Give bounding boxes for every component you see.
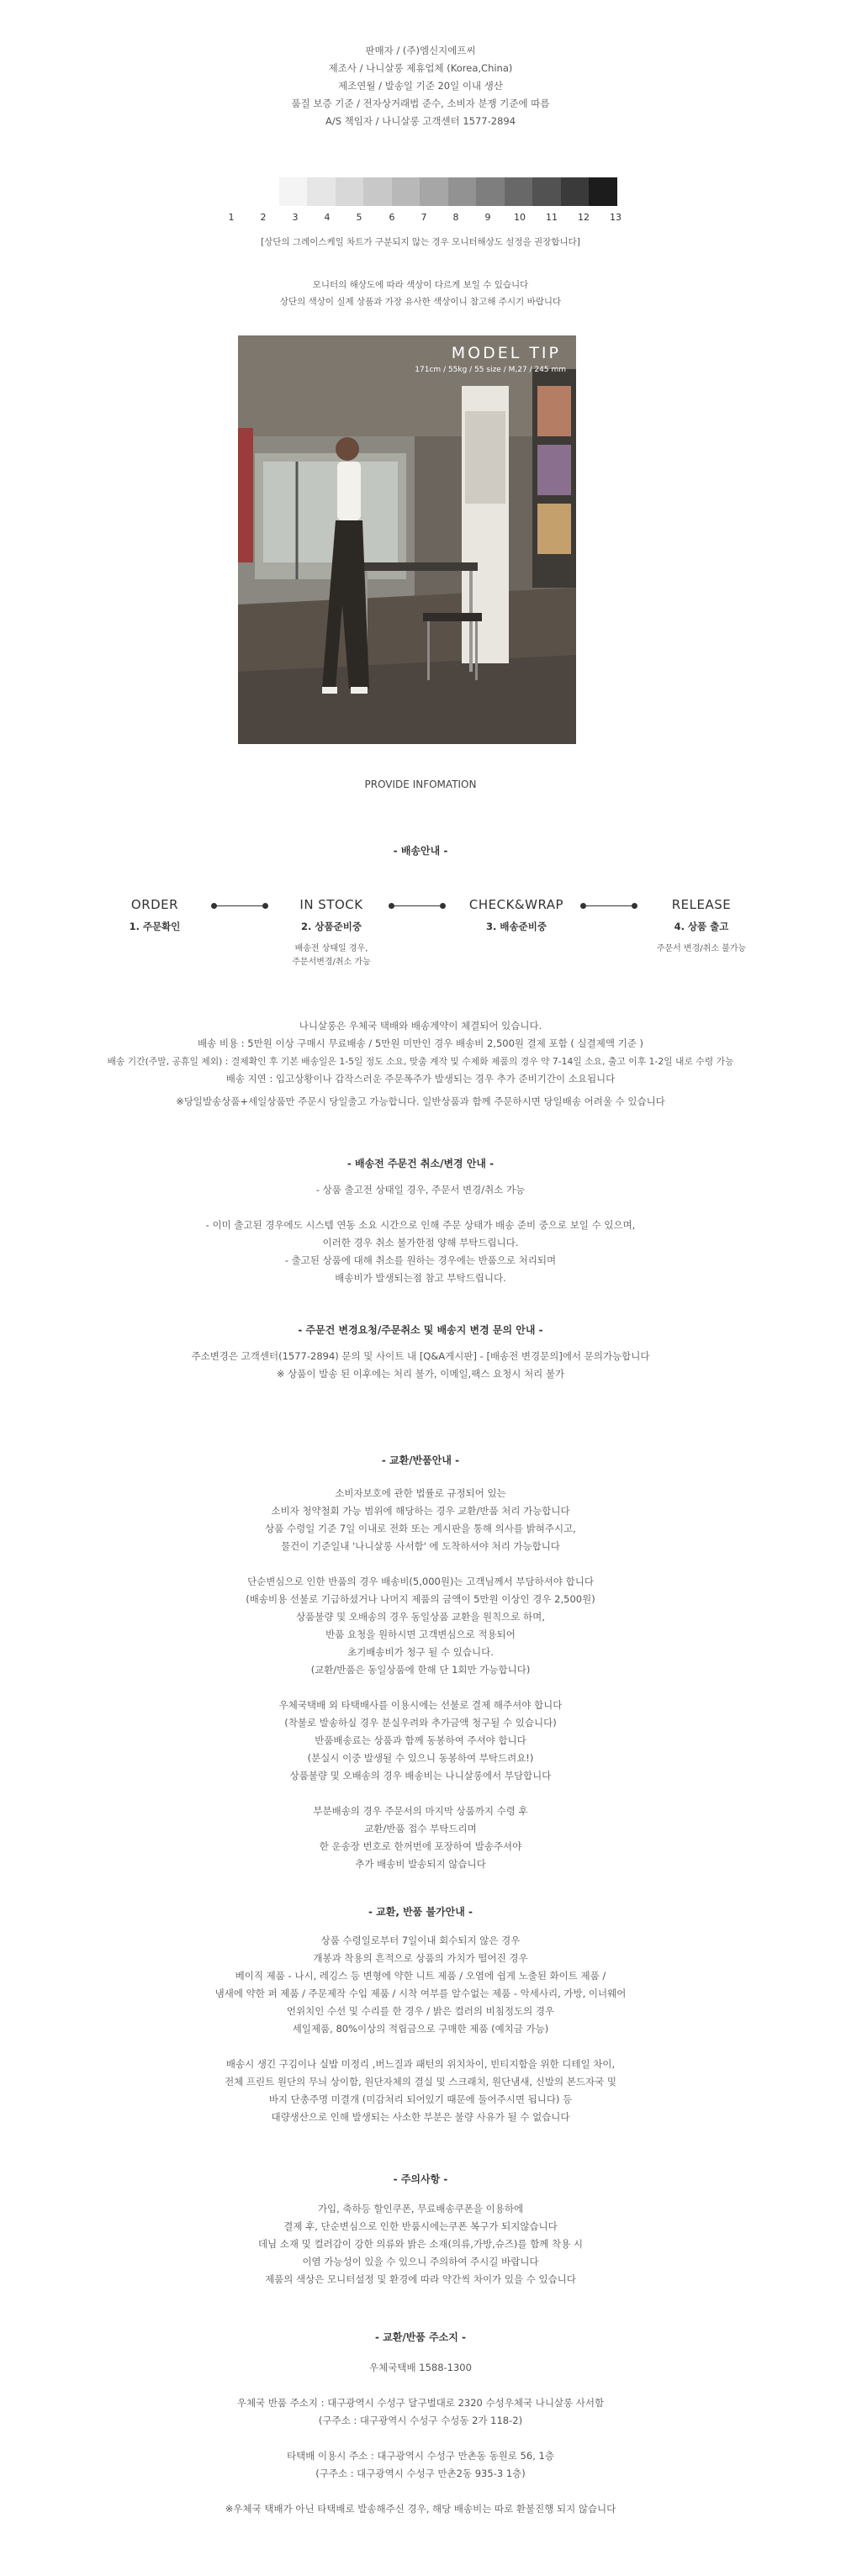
exchange-line: 추가 배송비 발송되지 않습니다 <box>355 1858 486 1870</box>
seller-info-line: 제조연월 / 발송일 기준 20일 이내 생산 <box>338 80 503 92</box>
not-allowed-heading: - 교환, 반품 불가안내 - <box>368 1906 473 1918</box>
grayscale-swatch <box>392 177 420 206</box>
address-line: 우체국택배 1588-1300 <box>369 2362 472 2373</box>
change-heading: - 주문건 변경요청/주문취소 및 배송지 변경 문의 안내 - <box>298 1324 543 1336</box>
address-heading: - 교환/반품 주소지 - <box>374 2331 467 2343</box>
cancel-line <box>0 1199 841 1217</box>
address-line: ※우체국 택배가 아닌 타택배로 발송해주신 경우, 해당 배송비는 따로 환불진행 되지 않습니다 <box>225 2503 616 2515</box>
exchange-line: 우체국택배 외 타택배사를 이용시에는 선불로 결제 해주셔야 합니다 <box>278 1699 563 1711</box>
exchange-line: 교환/반품 접수 부탁드리며 <box>364 1823 477 1834</box>
grayscale-swatch <box>307 177 336 206</box>
address-line: 우체국 반품 주소지 : 대구광역시 수성구 달구벌대로 2320 수성우체국 나니살롱 사서함 <box>236 2397 605 2409</box>
grayscale-note: [상단의 그레이스케일 차트가 구분되지 않는 경우 모니터해상도 설정을 권장합니다] <box>261 237 580 247</box>
grayscale-label: 8 <box>452 212 459 223</box>
step-title: IN STOCK <box>299 897 363 912</box>
exchange-line: 상품불량 및 오배송의 경우 동일상품 교환을 원칙으로 하며, <box>296 1611 545 1623</box>
model-photo <box>238 335 576 744</box>
exchange-line: (교환/반품은 동일상품에 한해 단 1회만 가능합니다) <box>310 1664 531 1676</box>
exchange-line: 상품 수령일 기준 7일 이내로 전화 또는 게시판을 통해 의사를 밝혀주시고, <box>265 1523 576 1534</box>
address-line: (구주소 : 대구광역시 수성구 수성동 2가 118-2) <box>318 2415 523 2426</box>
not-allowed-line: 배송시 생긴 구김이나 실밥 미정리 ,버느질과 패턴의 위치차이, 빈티지함을 위한 디테일 차이, <box>225 2058 616 2070</box>
model-photo-illustration <box>238 335 576 744</box>
grayscale-swatch <box>251 177 279 206</box>
delivery-line: 배송 비용 : 5만원 이상 구매시 무료배송 / 5만원 미만인 경우 배송비 2,500원 결제 포함 ( 실결제액 기준 ) <box>198 1037 643 1049</box>
caution-heading: - 주의사항 - <box>393 2173 448 2185</box>
caution-line: 가입, 축하등 할인쿠폰, 무료배송쿠폰을 이용하에 <box>317 2203 524 2214</box>
caution-line: 제품의 색상은 모니터설정 및 환경에 따라 약간씩 차이가 있을 수 있습니다 <box>265 2273 576 2285</box>
cancel-line: 배송비가 발생되는점 참고 부탁드립니다. <box>335 1272 506 1284</box>
grayscale-chart <box>251 177 617 206</box>
grayscale-swatch <box>561 177 590 206</box>
seller-info-line: 품질 보증 기준 / 전자상거래법 준수, 소비자 분쟁 기준에 따름 <box>291 98 550 109</box>
change-line: ※ 상품이 발송 된 이후에는 처리 불가, 이메일,팩스 요청시 처리 불가 <box>276 1368 565 1380</box>
step-note-line: 배송전 상태일 경우, <box>294 944 368 953</box>
delivery-heading: - 배송안내 - <box>393 845 448 857</box>
not-allowed-line: 세일제품, 80%이상의 적립금으로 구매한 제품 (예치금 가능) <box>292 2023 549 2035</box>
grayscale-swatch <box>532 177 561 206</box>
exchange-line: 단순변심으로 인한 반품의 경우 배송비(5,000원)는 고객님께서 부담하셔야 합니다 <box>247 1576 594 1587</box>
seller-info-line: 제조사 / 나니살롱 제휴업체 (Korea,China) <box>328 62 513 74</box>
grayscale-label: 9 <box>484 212 491 223</box>
monitor-note-line: 상단의 색상이 실제 상품과 가장 유사한 색상이니 참고해 주시기 바랍니다 <box>279 297 562 307</box>
not-allowed-line: 개봉과 착용의 흔적으로 상품의 가치가 떨어진 경우 <box>313 1952 528 1964</box>
address-line: 타택배 이용시 주소 : 대구광역시 수성구 만촌동 동원로 56, 1층 <box>287 2450 554 2462</box>
step-title: ORDER <box>130 897 179 912</box>
step-note-line: 주문서변경/취소 가능 <box>292 958 371 967</box>
step-subtitle: 2. 상품준비중 <box>301 921 362 932</box>
grayscale-label: 12 <box>578 212 590 223</box>
step-title: CHECK&WRAP <box>468 897 564 912</box>
model-tip-spec: 171cm / 55kg / 55 size / M,27 / 245 mm <box>415 366 566 374</box>
exchange-heading: - 교환/반품안내 - <box>381 1454 460 1466</box>
cancel-heading: - 배송전 주문건 취소/변경 안내 - <box>346 1158 495 1169</box>
step-note-line: 주문서 변경/취소 불가능 <box>656 944 747 953</box>
grayscale-label: 2 <box>260 212 267 223</box>
not-allowed-line: 냄새에 약한 퍼 제품 / 주문제작 수입 제품 / 시착 여부를 알수없는 제품 - 악세사리, 가방, 이너웨어 <box>214 1987 627 1999</box>
delivery-line: 배송 지연 : 입고상황이나 갑작스러운 주문폭주가 발생되는 경우 추가 준비기간이 소요됩니다 <box>225 1073 616 1085</box>
delivery-line: 나니살롱은 우체국 택배와 배송계약이 체결되어 있습니다. <box>299 1020 542 1032</box>
exchange-line: 소비자보호에 관한 법률로 규정되어 있는 <box>335 1487 506 1499</box>
change-line: 주소변경은 고객센터(1577-2894) 문의 및 사이트 내 [Q&A게시판] - [배송전 변경문의]에서 문의가능합니다 <box>191 1350 650 1362</box>
grayscale-swatch <box>589 177 617 206</box>
caution-line: 데님 소재 및 컬러감이 강한 의류와 밝은 소재(의류,가방,슈즈)를 함께 착용 시 <box>257 2238 584 2250</box>
step-note <box>617 942 785 956</box>
exchange-text <box>0 1485 841 1873</box>
grayscale-label: 7 <box>420 212 427 223</box>
not-allowed-line: 상품 수령일로부터 7일이내 회수되지 않은 경우 <box>320 1935 521 1946</box>
address-line <box>0 2430 841 2447</box>
grayscale-labels <box>228 212 626 225</box>
grayscale-label: 11 <box>546 212 558 223</box>
exchange-line: 부분배송의 경우 주문서의 마지막 상품까지 수령 후 <box>313 1805 528 1817</box>
grayscale-swatch <box>336 177 364 206</box>
grayscale-label: 3 <box>292 212 299 223</box>
change-text <box>0 1348 841 1383</box>
caution-line: 결제 후, 단순변심으로 인한 반품시에는쿠폰 복구가 되지않습니다 <box>283 2220 558 2232</box>
exchange-line: 물건이 기준일내 '나니살롱 사서함' 에 도착하셔야 처리 가능합니다 <box>281 1540 560 1552</box>
not-allowed-line: 언위치인 수선 및 수리를 한 경우 / 밝은 컬러의 비침정도의 경우 <box>286 2005 555 2017</box>
grayscale-label: 13 <box>610 212 621 223</box>
caution-text <box>0 2200 841 2288</box>
exchange-line <box>0 1555 841 1573</box>
cancel-line: - 이미 출고된 경우에도 시스템 연동 소요 시간으로 인해 주문 상태가 배송 준비 중으로 보일 수 있으며, <box>205 1219 636 1231</box>
grayscale-label: 4 <box>324 212 331 223</box>
exchange-line <box>0 1785 841 1803</box>
delivery-line: 배송 기간(주말, 공휴일 제외) : 결제확인 후 기본 배송일은 1-5일 정도 소요, 맞춤 계작 및 수제화 제품의 경우 약 7-14일 소요, 출고 이후 1-2일 내로 수령 가능 <box>107 1056 734 1067</box>
exchange-line <box>0 1679 841 1697</box>
address-text <box>0 2359 841 2518</box>
grayscale-swatch <box>279 177 308 206</box>
provide-info-title: PROVIDE INFOMATION <box>364 779 477 790</box>
cancel-line: 이러한 경우 취소 불가한점 양해 부탁드립니다. <box>322 1237 519 1248</box>
step-title: RELEASE <box>671 897 732 912</box>
monitor-note-line: 모니터의 해상도에 따라 색상이 다르게 보일 수 있습니다 <box>312 280 529 290</box>
grayscale-swatch <box>505 177 533 206</box>
not-allowed-text <box>0 1932 841 2126</box>
grayscale-swatch <box>363 177 392 206</box>
delivery-text <box>0 1017 841 1088</box>
grayscale-label: 5 <box>356 212 362 223</box>
cancel-line: - 상품 출고전 상태일 경우, 주문서 변경/취소 가능 <box>315 1184 526 1196</box>
address-line: (구주소 : 대구광역시 수성구 만촌2동 935-3 1층) <box>315 2468 526 2479</box>
exchange-line: 한 운송장 번호로 한꺼번에 포장하여 발송주셔야 <box>319 1840 522 1852</box>
grayscale-label: 6 <box>389 212 395 223</box>
seller-info-line: 판매자 / (주)엠신지에프씨 <box>365 45 476 56</box>
exchange-line: (분실시 이중 발생될 수 있으니 동봉하여 부탁드려요!) <box>307 1752 534 1764</box>
grayscale-label: 1 <box>228 212 235 223</box>
monitor-note <box>0 277 841 310</box>
delivery-note: ※당일발송상품+세일상품만 주문시 당일출고 가능합니다. 일반상품과 함께 주문하시면 당일배송 어려울 수 있습니다 <box>176 1095 665 1107</box>
grayscale-label: 10 <box>514 212 526 223</box>
exchange-line: 소비자 청약철회 가능 범위에 해당하는 경우 교환/반품 처리 가능합니다 <box>271 1505 570 1517</box>
grayscale-swatch <box>448 177 477 206</box>
exchange-line: (배송비용 선불로 기급하셨거나 나머지 제품의 금액이 5만원 이상인 경우 2,500원) <box>246 1593 595 1605</box>
step-note <box>247 942 415 969</box>
grayscale-swatch <box>420 177 448 206</box>
step-subtitle: 1. 주문확인 <box>129 921 181 932</box>
seller-info <box>0 42 841 130</box>
cancel-text <box>0 1181 841 1287</box>
grayscale-swatch <box>476 177 505 206</box>
caution-line: 이염 가능성이 있을 수 있으니 주의하여 주시길 바랍니다 <box>302 2256 539 2267</box>
address-line <box>0 2483 841 2500</box>
exchange-line: 초기배송비가 청구 될 수 있습니다. <box>347 1646 494 1658</box>
exchange-line: 반품 요청을 원하시면 고객변심으로 적용되어 <box>325 1628 516 1640</box>
seller-info-line: A/S 책임자 / 나니살롱 고객센터 1577-2894 <box>325 115 516 127</box>
not-allowed-line: 베이직 제품 - 나시, 레깅스 등 변형에 약한 니트 제품 / 오염에 쉽게 노출된 화이트 제품 / <box>235 1970 606 1982</box>
address-line <box>0 2377 841 2394</box>
not-allowed-line: 대량생산으로 인해 발생되는 사소한 부분은 불량 사유가 될 수 없습니다 <box>271 2111 570 2123</box>
not-allowed-line: 전체 프린트 원단의 무늬 상이함, 원단자체의 결실 및 스크래치, 원단냄새, 신발의 본드자국 및 <box>225 2076 616 2088</box>
not-allowed-line: 바지 단총주명 미결개 (미감처리 되어있기 때문에 둘어주시면 됩니다) 등 <box>268 2093 573 2105</box>
model-tip-title: MODEL TIP <box>451 344 561 362</box>
cancel-line: - 출고된 상품에 대해 취소를 원하는 경우에는 반품으로 처리되며 <box>284 1254 557 1266</box>
exchange-line: 상품불량 및 오배송의 경우 배송비는 나니살롱에서 부담합니다 <box>289 1770 552 1782</box>
exchange-line: 반품배송료는 상품과 함께 동봉하여 주셔야 합니다 <box>315 1734 526 1746</box>
step-subtitle: 4. 상품 출고 <box>674 921 729 932</box>
step-subtitle: 3. 배송준비중 <box>486 921 547 932</box>
not-allowed-line <box>0 2038 841 2056</box>
exchange-line: (착불로 발송하실 경우 분실우려와 추가금액 청구될 수 있습니다) <box>284 1717 557 1729</box>
